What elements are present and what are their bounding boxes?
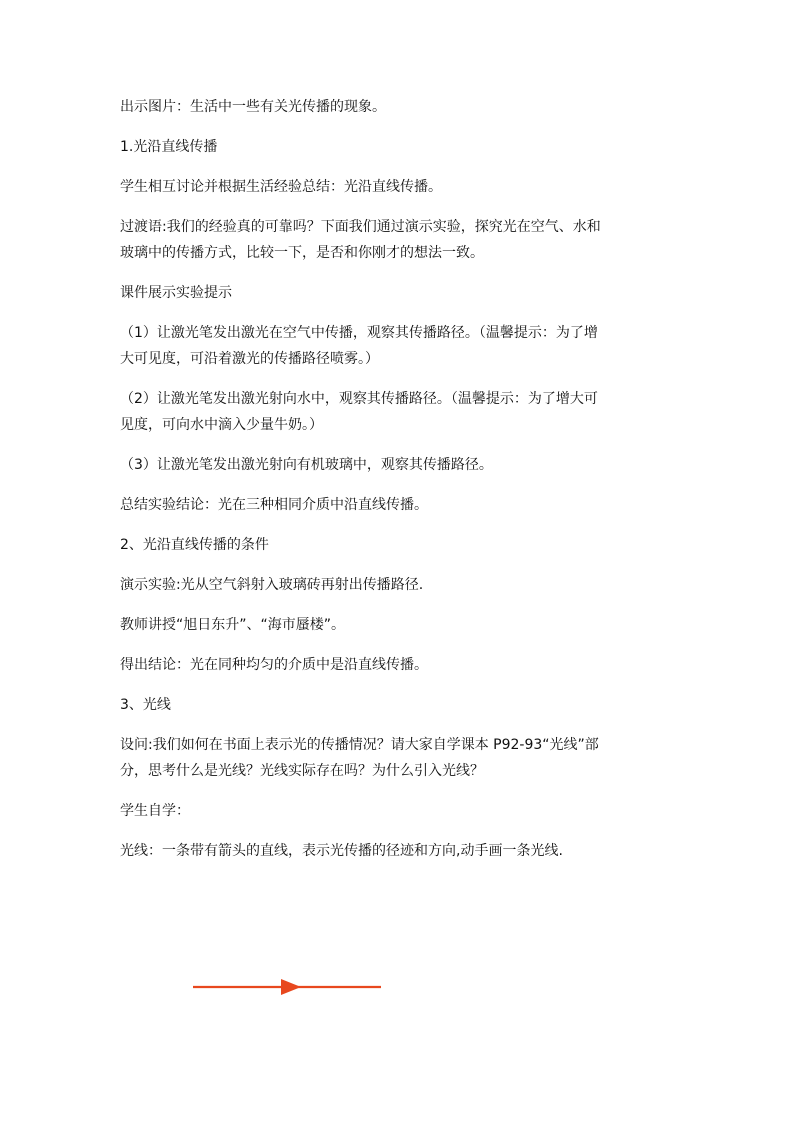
paragraph [120,280,680,306]
text-line: 出示图片：生活中一些有关光传播的现象。 [120,99,386,115]
paragraph [120,386,680,438]
text-line: 学生自学： [120,803,190,819]
paragraph [120,94,680,120]
text-line: （1）让激光笔发出激光在空气中传播，观察其传播路径。（温馨提示：为了增 [120,325,598,341]
text-line: 教师讲授“旭日东升”、“海市蜃楼”。 [120,617,346,633]
text-line: （3）让激光笔发出激光射向有机玻璃中，观察其传播路径。 [120,457,493,473]
text-line: 学生相互讨论并根据生活经验总结：光沿直线传播。 [120,179,442,195]
paragraph [120,838,680,864]
paragraph [120,452,680,478]
paragraph [120,798,680,824]
text-line: 得出结论：光在同种均匀的介质中是沿直线传播。 [120,657,428,673]
paragraph [120,732,680,784]
text-line: 分，思考什么是光线？光线实际存在吗？为什么引入光线？ [120,763,484,779]
document-body [120,94,680,878]
text-line: 大可见度，可沿着激光的传播路径喷雾。） [120,351,379,367]
text-line: 过渡语:我们的经验真的可靠吗？下面我们通过演示实验，探究光在空气、水和 [120,219,601,235]
section-heading [120,692,680,718]
paragraph [120,572,680,598]
text-line: （2）让激光笔发出激光射向水中，观察其传播路径。（温馨提示：为了增大可 [120,391,598,407]
text-line: 课件展示实验提示 [120,285,232,301]
light-ray-arrow-icon [193,976,381,998]
paragraph [120,612,680,638]
text-line: 见度，可向水中滴入少量牛奶。） [120,417,323,433]
paragraph [120,492,680,518]
text-line: 光线：一条带有箭头的直线，表示光传播的径迹和方向,动手画一条光线. [120,843,563,859]
paragraph [120,652,680,678]
paragraph [120,174,680,200]
text-line: 总结实验结论：光在三种相同介质中沿直线传播。 [120,497,428,513]
text-line: 1.光沿直线传播 [120,139,218,155]
text-line: 2、光沿直线传播的条件 [120,537,269,553]
text-line: 玻璃中的传播方式，比较一下，是否和你刚才的想法一致。 [120,245,484,261]
text-line: 3、光线 [120,697,171,713]
text-line: 设问:我们如何在书面上表示光的传播情况？请大家自学课本 P92-93“光线”部 [120,737,599,753]
paragraph [120,320,680,372]
section-heading [120,134,680,160]
section-heading [120,532,680,558]
light-ray-arrowhead [281,979,301,995]
paragraph [120,214,680,266]
text-line: 演示实验:光从空气斜射入玻璃砖再射出传播路径. [120,577,424,593]
